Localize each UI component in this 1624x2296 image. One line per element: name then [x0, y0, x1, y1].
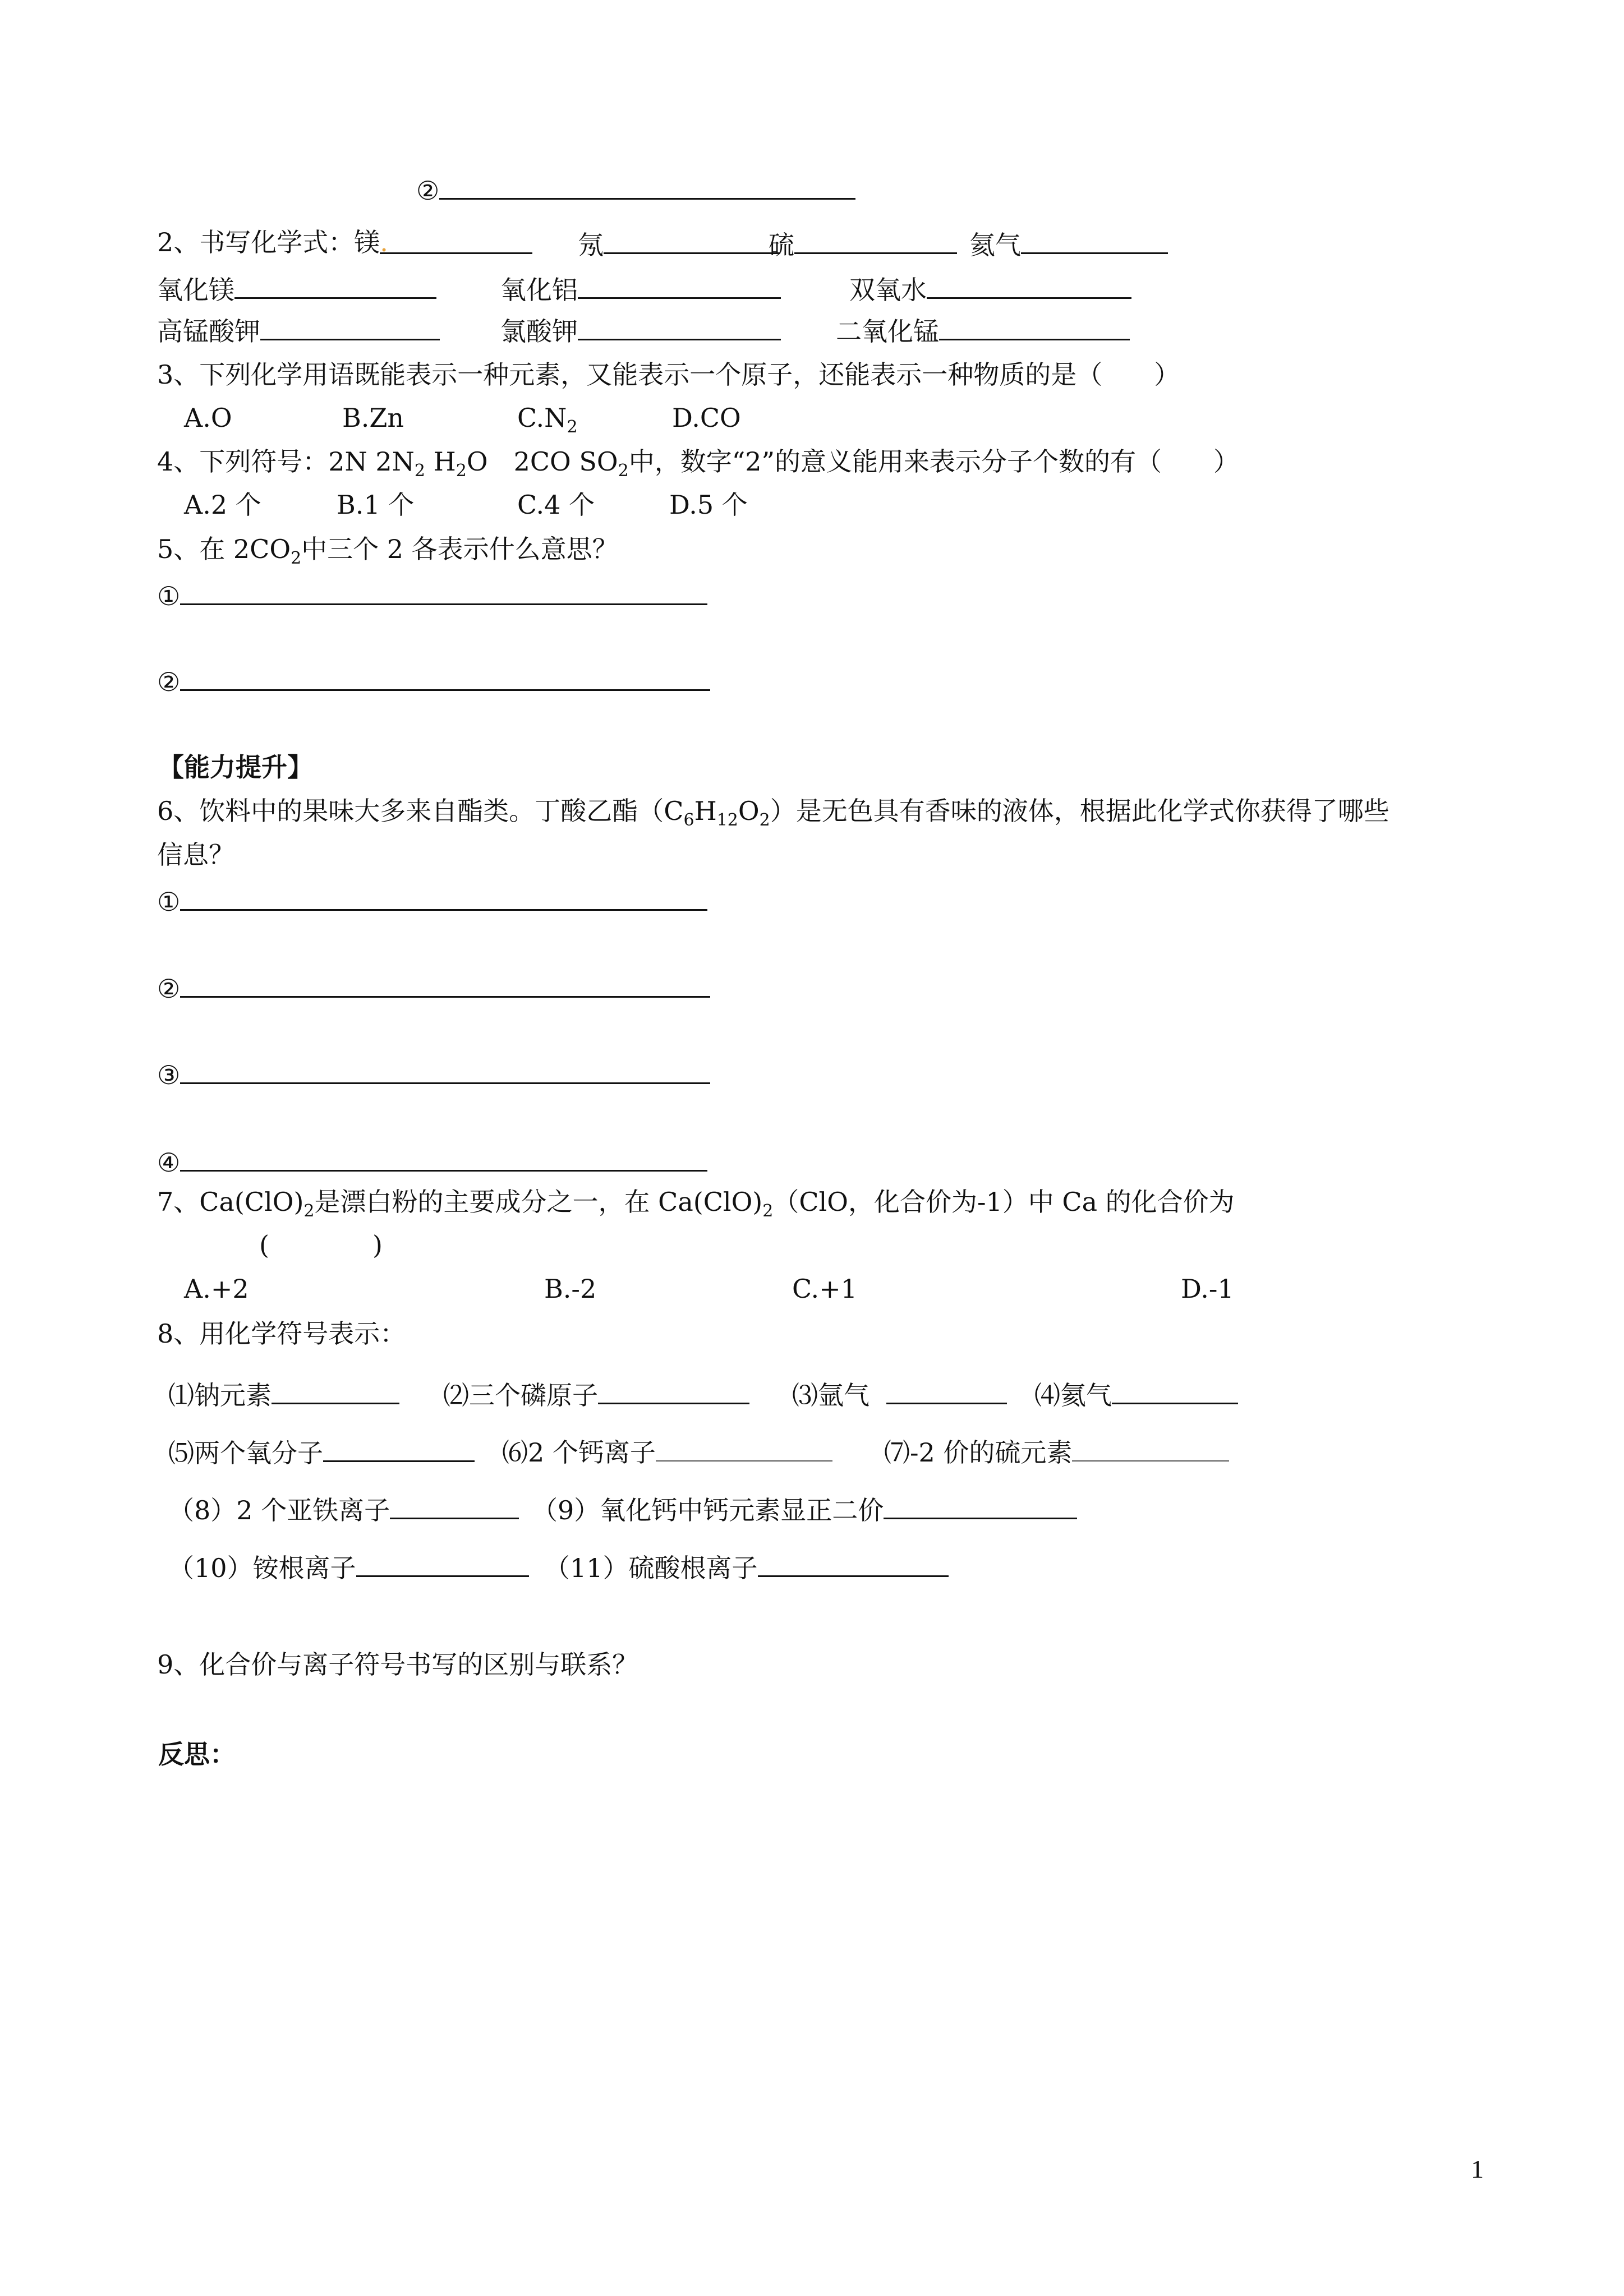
- q6-item-2: ②: [157, 970, 710, 1004]
- answer-blank-mno2[interactable]: [939, 313, 1130, 340]
- q8-stem: 8、用化学符号表示：: [157, 1318, 406, 1349]
- q8-item-6: ⑹2 个钙离子: [502, 1435, 832, 1468]
- q2-h2o2: 双氧水: [849, 271, 1131, 306]
- q2-stem: 2、书写化学式：镁.: [157, 227, 532, 258]
- answer-blank-al2o3[interactable]: [578, 271, 781, 299]
- answer-blank-kclo3[interactable]: [578, 313, 781, 340]
- answer-blank-mg[interactable]: .: [380, 227, 532, 254]
- q5-stem: 5、在 $2CO_2$中三个 2 各表示什么意思？: [157, 534, 618, 568]
- answer-blank-ne[interactable]: [604, 227, 780, 254]
- q5-item-2: ②: [157, 663, 710, 698]
- q7-option-c[interactable]: C.+1: [792, 1274, 857, 1304]
- q8-item-9: （9）氧化钙中钙元素显正二价: [532, 1492, 1077, 1526]
- q6-stem: 6、饮料中的果味大多来自酯类。丁酸乙酯$(C_6H_{12}O_2)$是无色具有香味的液体，根据此化学式你获得了哪些: [157, 796, 1390, 830]
- answer-blank[interactable]: [180, 970, 710, 998]
- q4-stem: 4、下列符号：2N $2N_2$ $H_2O$ 2CO $SO_2$中，数字“2”的意义能用来表示分子个数的有（ ）: [157, 446, 1239, 481]
- answer-blank[interactable]: [884, 1492, 1077, 1519]
- q2-kclo3: 氯酸钾: [500, 313, 781, 347]
- answer-blank-mgo[interactable]: [234, 271, 436, 299]
- q6-item-4: ④: [157, 1144, 707, 1178]
- answer-blank[interactable]: [180, 663, 710, 691]
- q8-item-4: ⑷氦气: [1034, 1377, 1238, 1411]
- page-number: 1: [1471, 2155, 1484, 2183]
- answer-blank[interactable]: [656, 1435, 832, 1461]
- q8-item-3: ⑶氩气: [792, 1377, 1007, 1411]
- q8-item-11: （11）硫酸根离子: [544, 1550, 949, 1584]
- answer-blank[interactable]: [180, 883, 707, 911]
- q3-stem: 3、下列化学用语既能表示一种元素，又能表示一个原子，还能表示一种物质的是（ ）: [157, 359, 1180, 390]
- q5-item-1: ①: [157, 578, 707, 612]
- q7-option-b[interactable]: B.-2: [544, 1274, 597, 1304]
- q4-option-b[interactable]: B.1 个: [337, 490, 415, 520]
- answer-blank[interactable]: [272, 1377, 399, 1404]
- answer-blank[interactable]: [758, 1550, 949, 1577]
- q9-stem: 9、化合价与离子符号书写的区别与联系？: [157, 1649, 638, 1680]
- section-heading: 【能力提升】: [158, 752, 313, 782]
- q2-mno2: 二氧化锰: [836, 313, 1130, 347]
- answer-blank[interactable]: [180, 1057, 710, 1084]
- answer-blank[interactable]: [180, 578, 707, 605]
- reflection-heading: 反思：: [158, 1739, 236, 1769]
- q3-option-a[interactable]: A.O: [184, 403, 232, 433]
- answer-blank[interactable]: [390, 1492, 519, 1519]
- q4-option-a[interactable]: A.2 个: [184, 490, 261, 520]
- q7-option-a[interactable]: A.+2: [184, 1274, 249, 1304]
- answer-blank[interactable]: [180, 1144, 707, 1172]
- q8-item-2: ⑵三个磷原子: [443, 1377, 749, 1411]
- q2-ne: 氖: [578, 227, 780, 261]
- q3-option-c[interactable]: $C.N_2$: [517, 403, 578, 437]
- q2-s: 硫: [769, 227, 957, 261]
- answer-blank[interactable]: [439, 172, 855, 200]
- q8-item-10: （10）铵根离子: [168, 1550, 529, 1584]
- answer-blank[interactable]: [323, 1435, 475, 1462]
- q3-option-d[interactable]: D.CO: [672, 403, 741, 433]
- answer-blank-h2o2[interactable]: [927, 271, 1131, 299]
- q2-al2o3: 氧化铝: [500, 271, 781, 306]
- answer-blank[interactable]: [1112, 1377, 1238, 1404]
- q1-item-2: ②: [416, 172, 855, 206]
- q8-item-7: ⑺-2 价的硫元素: [884, 1435, 1229, 1468]
- q2-kmno4: 高锰酸钾: [157, 313, 440, 347]
- q6-stem-line2: 信息？: [157, 840, 234, 870]
- answer-blank[interactable]: [598, 1377, 749, 1404]
- q4-option-d[interactable]: D.5 个: [669, 490, 748, 520]
- q2-he: 氦气: [969, 227, 1168, 261]
- q7-option-d[interactable]: D.-1: [1181, 1274, 1234, 1304]
- q7-answer-paren[interactable]: ( ): [259, 1230, 383, 1260]
- answer-blank-he[interactable]: [1021, 227, 1168, 254]
- answer-blank[interactable]: [1072, 1435, 1229, 1461]
- q3-option-b[interactable]: B.Zn: [342, 403, 404, 433]
- answer-blank-s[interactable]: [794, 227, 957, 254]
- q8-item-1: ⑴钠元素: [168, 1377, 399, 1411]
- q6-item-1: ①: [157, 883, 707, 918]
- q6-item-3: ③: [157, 1057, 710, 1091]
- q8-item-5: ⑸两个氧分子: [168, 1435, 475, 1469]
- answer-blank[interactable]: [356, 1550, 529, 1577]
- answer-blank[interactable]: [886, 1377, 1007, 1404]
- q7-stem: 7、$Ca(ClO)_2$是漂白粉的主要成分之一，在 $Ca(ClO)_2(ClO$，化合价为-1）中 Ca 的化合价为: [157, 1187, 1235, 1221]
- q8-item-8: （8）2 个亚铁离子: [168, 1492, 519, 1526]
- answer-blank-kmno4[interactable]: [260, 313, 440, 340]
- q4-option-c[interactable]: C.4 个: [517, 490, 595, 520]
- q2-mgo: 氧化镁: [157, 271, 436, 306]
